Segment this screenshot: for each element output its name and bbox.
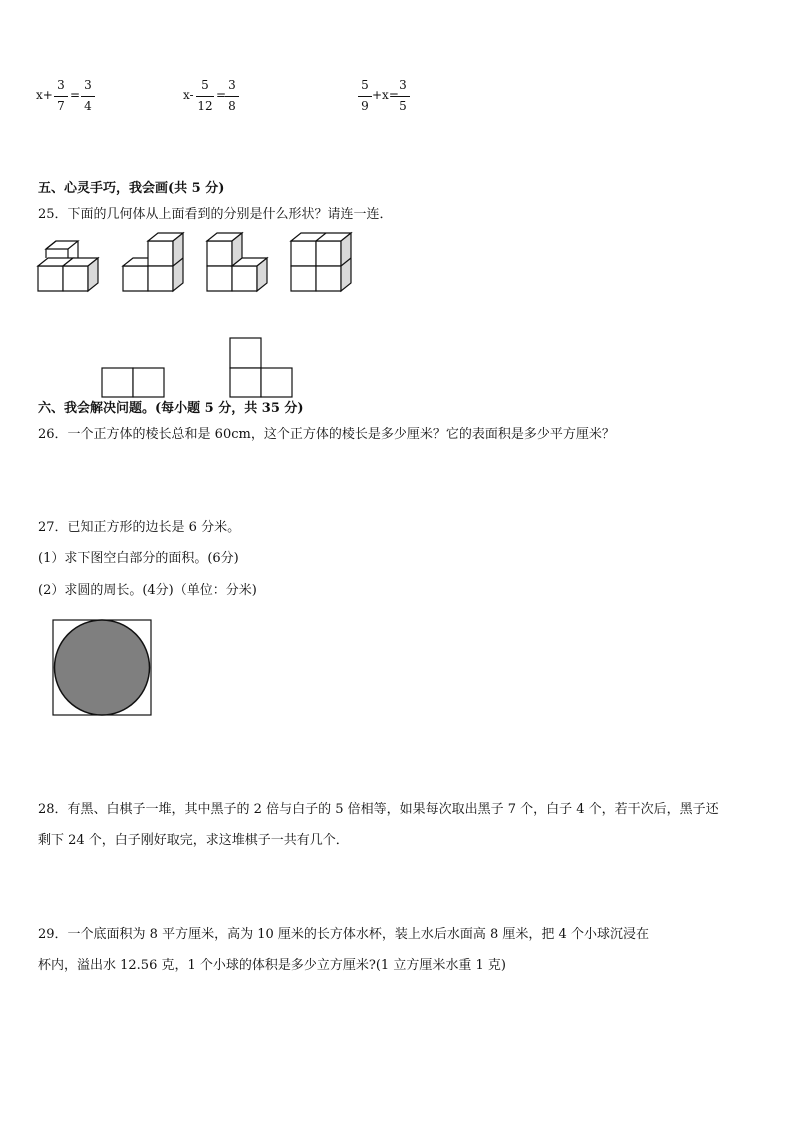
question-26: 26．一个正方体的棱长总和是 60cm，这个正方体的棱长是多少厘米？它的表面积是多少平方厘米？: [38, 427, 615, 442]
cube-figure-4: [291, 233, 351, 291]
cube-figures: [30, 225, 360, 297]
question-28-line-1: 28．有黑、白棋子一堆，其中黑子的 2 倍与白子的 5 倍相等，如果每次取出黑子 7 个，白子 4 个，若干次后，黑子还: [38, 802, 719, 817]
question-27-part-2: (2）求圆的周长。(4分)（单位：分米): [38, 583, 257, 598]
equation-1: x+ 3 7 = 3 4: [36, 78, 106, 118]
square-with-circle-figure: [52, 619, 154, 719]
equation-3: 5 9 +x= 3 5: [358, 78, 428, 118]
eq2-prefix: x-: [183, 88, 194, 102]
section-6-heading: 六、我会解决问题。(每小题 5 分，共 35 分): [38, 401, 304, 416]
question-25: 25．下面的几何体从上面看到的分别是什么形状？请连一连．: [38, 207, 393, 222]
question-29-line-2: 杯内，溢出水 12.56 克，1 个小球的体积是多少立方厘米?(1 立方厘米水重 1 克): [38, 958, 506, 973]
eq2-equals: =: [216, 88, 227, 102]
top-view-l-shape: [230, 338, 292, 397]
section-5-heading: 五、心灵手巧，我会画(共 5 分): [38, 181, 225, 196]
eq3-middle: +x=: [372, 88, 399, 102]
top-view-two-squares: [102, 368, 164, 397]
cube-figure-3: [207, 233, 267, 291]
question-27: 27．已知正方形的边长是 6 分米。: [38, 520, 241, 535]
eq1-prefix: x+: [36, 88, 53, 102]
cube-figure-1: [38, 241, 98, 291]
top-view-shapes: [98, 334, 298, 400]
eq1-equals: =: [70, 88, 81, 102]
question-27-part-1: (1）求下图空白部分的面积。(6分): [38, 551, 239, 566]
question-28-line-2: 剩下 24 个，白子刚好取完，求这堆棋子一共有几个．: [38, 833, 349, 848]
inscribed-circle: [55, 620, 150, 715]
cube-figure-2: [123, 233, 183, 291]
question-29-line-1: 29．一个底面积为 8 平方厘米，高为 10 厘米的长方体水杯，装上水后水面高 8 厘米，把 4 个小球沉浸在: [38, 927, 649, 942]
equation-2: x- 5 12 = 3 8: [183, 78, 253, 118]
